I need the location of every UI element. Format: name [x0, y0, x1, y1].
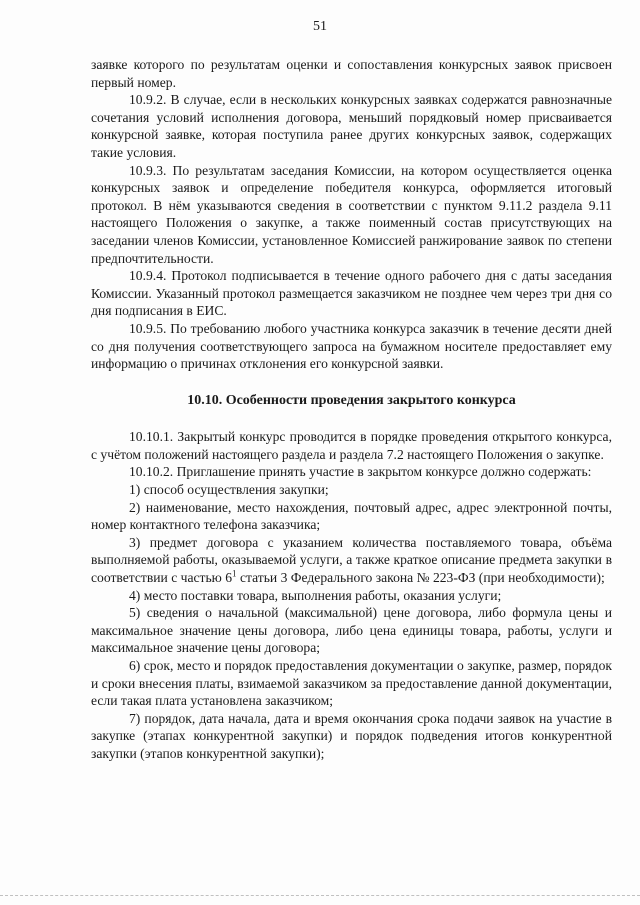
list-item-3: [91, 534, 612, 587]
page-number: 51: [313, 19, 327, 34]
list-item-3-text: 3) предмет договора с указанием количества поставляемого товара, объёма выполняемой работы, оказываемой услуги, а также краткое описание предмета закупки в соответствии с частью 6: [91, 534, 612, 586]
paragraph-10-10-2: 10.10.2. Приглашение принять участие в закрытом конкурсе должно содержать:: [129, 464, 592, 480]
paragraph-10-9-4: 10.9.4. Протокол подписывается в течение одного рабочего дня с даты заседания Комиссии. Указанный протокол размещается заказчиком не позднее чем через три дня со дня подписания в ЕИС.: [91, 268, 612, 319]
section-heading: 10.10. Особенности проведения закрытого конкурса: [187, 392, 516, 408]
list-item-1: 1) способ осуществления закупки;: [129, 482, 329, 498]
document-body: [91, 56, 612, 763]
list-item-6: 6) срок, место и порядок предоставления документации о закупке, размер, порядок и сроки внесения платы, взимаемой заказчиком за предоставление данной документации, если такая плата установлена заказчиком;: [91, 658, 612, 709]
superscript: 1: [232, 568, 237, 579]
paragraph: заявке которого по результатам оценки и сопоставления конкурсных заявок присвоен первый номер.: [91, 57, 612, 90]
paragraph-10-9-3: 10.9.3. По результатам заседания Комиссии, на котором осуществляется оценка конкурсных заявок и определение победителя конкурса, оформляется итоговый протокол. В нём указываются сведения в соответствии с пунктом 9.11.2 раздела 9.11 настоящего Положения о закупке, а также поименный состав присутствующих на заседании членов Комиссии, установленное Комиссией ранжирование заявок по степени предпочтительности.: [91, 162, 612, 266]
scan-edge-artifact: [0, 895, 640, 899]
paragraph-10-9-5: 10.9.5. По требованию любого участника конкурса заказчик в течение десяти дней со дня получения соответствующего запроса на бумажном носителе предоставляет ему информацию о причинах отклонения его конкурсной заявки.: [91, 320, 612, 372]
paragraph-10-10-1: 10.10.1. Закрытый конкурс проводится в порядке проведения открытого конкурса, с учётом положений настоящего раздела и раздела 7.2 настоящего Положения о закупке.: [91, 429, 612, 462]
list-item-7: 7) порядок, дата начала, дата и время окончания срока подачи заявок на участие в закупке (этапах конкурентной закупки) и порядок подведения итогов конкурентной закупки (этапов конкурентной закупки);: [91, 710, 612, 761]
list-item-2: 2) наименование, место нахождения, почтовый адрес, адрес электронной почты, номер контактного телефона заказчика;: [91, 499, 612, 533]
list-item-3-text-end: статьи 3 Федерального закона № 223-ФЗ (при необходимости);: [236, 570, 605, 586]
list-item-5: 5) сведения о начальной (максимальной) цене договора, либо формула цены и максимальное значение цены договора, либо цена единицы товара, работы, услуги и максимальное значение цены договора;: [91, 605, 612, 656]
paragraph-10-9-2: 10.9.2. В случае, если в нескольких конкурсных заявках содержатся равнозначные сочетания условий исполнения договора, меньший порядковый номер присваивается конкурсной заявке, которая поступила ранее других конкурсных заявок, содержащих такие условия.: [91, 92, 612, 160]
list-item-4: 4) место поставки товара, выполнения работы, оказания услуги;: [129, 587, 502, 603]
